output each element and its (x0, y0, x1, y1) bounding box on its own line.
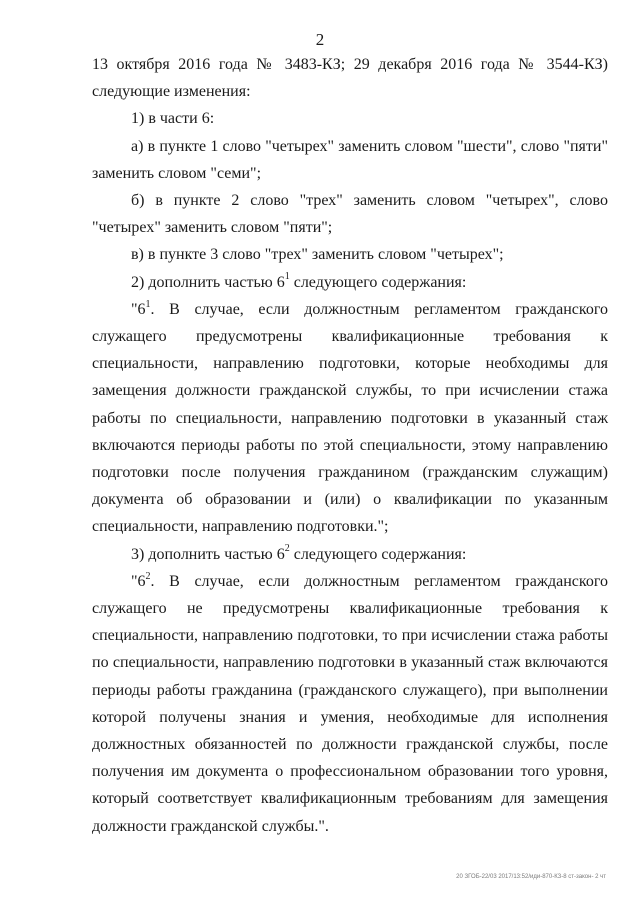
superscript: 2 (284, 543, 290, 555)
text-span: 3) дополнить частью 6 (131, 545, 285, 563)
paragraph-intro: 13 октября 2016 года № 3483-КЗ; 29 декабря 2016 года № 3544-КЗ) следующие изменения: (92, 56, 608, 101)
text-span: "6 (131, 300, 146, 318)
superscript: 2 (145, 570, 151, 582)
footer-reference: 20 ЗГОБ-22/03 2017/13:52/иди-870-КЗ-8 ст-закон- 2 чт (456, 874, 606, 880)
document-body (92, 51, 608, 840)
text-span: "6 (131, 572, 146, 590)
text-span: следующего содержания: (289, 545, 467, 563)
text-span: следующего содержания: (289, 273, 467, 291)
superscript: 1 (145, 298, 151, 310)
text-span: . В случае, если должностным регламентом гражданского служащего предусмотрены квалификационные требования к специальности, направлению подготовки, которые необходимы для замещения должности гражданской службы, то при исчислении стажа работы по специальности, направлению подготовки в указанный стаж включаются периоды работы по этой специальности, этому направлению подготовки после получения гражданином (гражданским служащим) документа об образовании и (или) о квалификации по указанным специальности, направлению подготовки."; (92, 300, 608, 536)
page-number: 2 (315, 30, 325, 49)
paragraph-part-6-2-text (92, 568, 608, 840)
paragraph-add-part-6-1 (92, 269, 608, 296)
paragraph-part-6-1-text (92, 296, 608, 541)
paragraph-item-b: б) в пункте 2 слово "трех" заменить словом "четырех", слово "четырех" заменить словом "пяти"; (92, 192, 608, 237)
text-span: . В случае, если должностным регламентом гражданского служащего не предусмотрены квалификационные требования к специальности, направлению подготовки, то при исчислении стажа работы по специальности, направлению подготовки в указанный стаж включаются периоды работы гражданина (гражданского служащего), при выполнении которой получены знания и умения, необходимые для исполнения должностных обязанностей по должности гражданской службы, после получения им документа о профессиональном образовании того уровня, который соответствует квалификационным требованиям для замещения должности гражданской службы.". (92, 572, 608, 835)
paragraph-item-v: в) в пункте 3 слово "трех" заменить словом "четырех"; (131, 246, 504, 264)
superscript: 1 (284, 271, 290, 283)
paragraph-add-part-6-2 (92, 541, 608, 568)
paragraph-part-6: 1) в части 6: (131, 110, 215, 128)
paragraph-item-a: а) в пункте 1 слово "четырех" заменить словом "шести", слово "пяти" заменить словом "семи"; (92, 137, 608, 182)
text-span: 2) дополнить частью 6 (131, 273, 285, 291)
